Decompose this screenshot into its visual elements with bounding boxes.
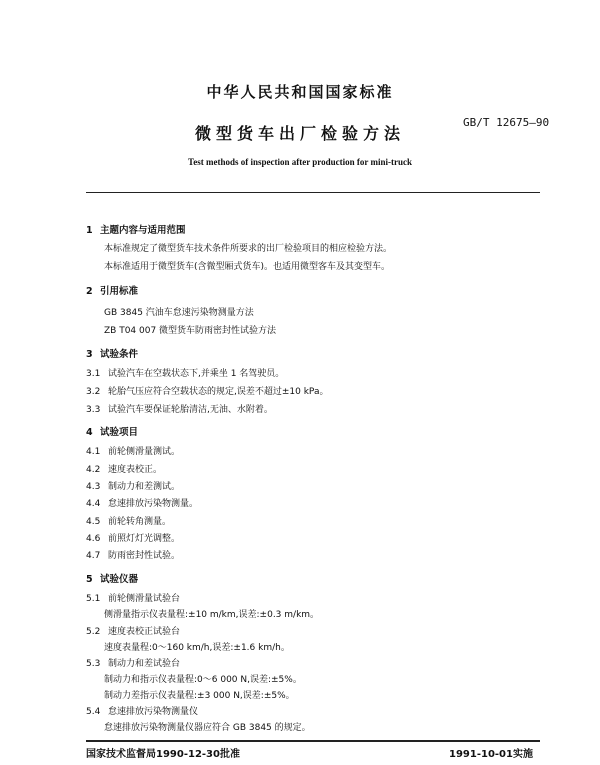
clause-text: 前轮转角测量。 (108, 517, 172, 527)
reference-standard: ZB T04 007 微型货车防雨密封性试验方法 (104, 326, 277, 336)
clause-number: 3.1 (86, 369, 101, 379)
clause-number: 4.2 (86, 465, 101, 475)
clause-text: 防雨密封性试验。 (108, 551, 181, 561)
clause-line (86, 531, 180, 544)
standard-number: GB/T 12675—90 (463, 116, 550, 129)
clause-text: 试验汽车在空载状态下,并乘坐 1 名驾驶员。 (108, 369, 285, 379)
paragraph-line: 本标准适用于微型货车(含微型厢式货车)。也适用微型客车及其变型车。 (104, 262, 391, 272)
spec-line: 速度表量程:0～160 km/h,误差:±1.6 km/h。 (104, 643, 290, 653)
clause-text: 前照灯灯光调整。 (108, 534, 181, 544)
document-subtitle: Test methods of inspection after production for mini-truck (188, 157, 412, 167)
clause-line (86, 479, 180, 492)
section-2-heading (86, 283, 138, 297)
section-5-heading (86, 571, 138, 585)
clause-line (86, 496, 198, 509)
spec-line: 侧滑量指示仪表量程:±10 m/km,误差:±0.3 m/km。 (104, 610, 320, 620)
clause-line (86, 656, 180, 669)
clause-line (86, 548, 180, 561)
document-title: 微型货车出厂检验方法 (194, 124, 405, 143)
section-number: 3 (86, 349, 93, 360)
clause-number: 4.7 (86, 551, 101, 561)
clause-number: 3.2 (86, 387, 101, 397)
top-divider (86, 192, 540, 193)
section-title: 试验仪器 (100, 574, 139, 585)
clause-text: 怠速排放污染物测量。 (108, 499, 199, 509)
section-title: 试验条件 (100, 349, 139, 360)
clause-number: 5.4 (86, 707, 101, 717)
clause-text: 试验汽车要保证轮胎清洁,无油、水附着。 (108, 405, 273, 415)
clause-text: 轮胎气压应符合空载状态的规定,误差不超过±10 kPa。 (108, 387, 329, 397)
clause-number: 5.1 (86, 594, 101, 604)
section-title: 主题内容与适用范围 (100, 225, 186, 236)
section-number: 4 (86, 427, 93, 438)
section-1-heading (86, 222, 186, 236)
clause-text: 怠速排放污染物测量仪 (108, 707, 199, 717)
clause-text: 前轮侧滑量试验台 (108, 594, 181, 604)
clause-text: 制动力和差试验台 (108, 659, 181, 669)
clause-line (86, 366, 284, 379)
clause-line (86, 462, 162, 475)
spec-line: 怠速排放污染物测量仪器应符合 GB 3845 的规定。 (104, 723, 311, 733)
clause-number: 4.4 (86, 499, 101, 509)
approval-statement: 国家技术监督局1990-12-30批准 (86, 749, 240, 760)
bottom-divider (86, 740, 540, 742)
clause-line (86, 384, 328, 397)
national-standard-heading: 中华人民共和国国家标准 (206, 83, 394, 101)
section-number: 5 (86, 574, 93, 585)
spec-line: 制动力和指示仪表量程:0～6 000 N,误差:±5%。 (104, 675, 302, 685)
implementation-date: 1991-10-01实施 (449, 749, 533, 760)
reference-standard: GB 3845 汽油车怠速污染物测量方法 (104, 308, 254, 318)
clause-line (86, 444, 180, 457)
clause-text: 前轮侧滑量测试。 (108, 447, 181, 457)
clause-number: 4.3 (86, 482, 101, 492)
section-title: 试验项目 (100, 427, 139, 438)
clause-number: 4.5 (86, 517, 101, 527)
clause-line (86, 514, 171, 527)
section-number: 1 (86, 225, 93, 236)
spec-line: 制动力差指示仪表量程:±3 000 N,误差:±5%。 (104, 691, 295, 701)
clause-number: 4.1 (86, 447, 101, 457)
clause-line (86, 402, 273, 415)
clause-number: 4.6 (86, 534, 101, 544)
clause-text: 制动力和差测试。 (108, 482, 181, 492)
clause-text: 速度表校正试验台 (108, 627, 181, 637)
section-title: 引用标准 (100, 286, 139, 297)
clause-number: 5.2 (86, 627, 101, 637)
section-number: 2 (86, 286, 93, 297)
section-3-heading (86, 346, 138, 360)
clause-line (86, 591, 180, 604)
clause-line (86, 624, 180, 637)
clause-number: 3.3 (86, 405, 101, 415)
clause-number: 5.3 (86, 659, 101, 669)
clause-text: 速度表校正。 (108, 465, 163, 475)
section-4-heading (86, 424, 138, 438)
paragraph-line: 本标准规定了微型货车技术条件所要求的出厂检验项目的相应检验方法。 (104, 244, 393, 254)
clause-line (86, 704, 198, 717)
